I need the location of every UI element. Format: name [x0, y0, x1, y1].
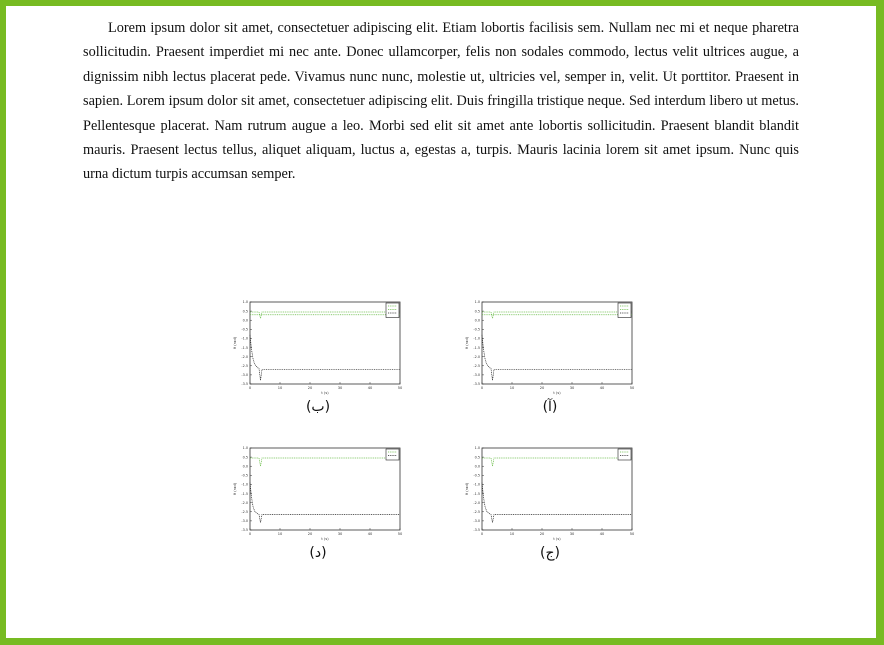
y-tick-label: 0.5	[242, 309, 248, 314]
x-axis-label: t (s)	[321, 537, 329, 541]
y-tick-label: -2.5	[241, 509, 248, 514]
x-tick-label: 20	[307, 532, 313, 536]
body-paragraph: Lorem ipsum dolor sit amet, consectetuer adipiscing elit. Etiam lobortis facilisis sem. Nullam nec mi et neque pharetra sollicitudin. Praesent imperdiet mi nec ante. Donec ullamcorper, felis non sodales commodo, lectus velit ultrices augue, a dignissim nibh lectus placerat pede. Vivamus nunc nunc, molestie ut, ultricies vel, semper in, velit. Ut porttitor. Praesent in sapien. Lorem ipsum dolor sit amet, consectetuer adipiscing elit. Duis fringilla tristique neque. Sed interdum libero ut metus. Pellentesque placerat. Nam rutrum augue a leo. Morbi sed elit sit amet ante lobortis sollicitudin. Praesent blandit blandit mauris. Praesent lectus tellus, aliquet aliquam, luctus a, egestas a, turpis. Mauris lacinia lorem sit amet ipsum. Nunc quis urna dictum turpis accumsan semper.	[83, 20, 799, 183]
x-tick-label: 50	[397, 386, 403, 390]
y-tick-label: -3.0	[241, 519, 248, 524]
x-tick-label: 20	[539, 532, 545, 536]
y-tick-label: -3.5	[241, 528, 248, 533]
plot-frame	[250, 448, 400, 530]
y-axis-label: θ (rad)	[233, 336, 237, 350]
chart-d	[228, 442, 408, 542]
x-tick-label: 40	[367, 386, 373, 390]
y-tick-label: -3.0	[473, 373, 480, 378]
y-tick-label: 0.0	[474, 318, 480, 323]
y-tick-label: -2.0	[473, 354, 480, 359]
y-axis-label: θ (rad)	[465, 482, 469, 496]
plot-frame	[250, 302, 400, 384]
x-tick-label: 30	[337, 386, 343, 390]
x-tick-label: 0	[480, 386, 484, 390]
x-tick-label: 10	[509, 532, 515, 536]
y-tick-label: -0.5	[241, 327, 248, 332]
caption-j: (ج)	[540, 545, 560, 561]
plot-frame	[482, 448, 632, 530]
caption-b: (ب)	[305, 399, 331, 415]
legend-box	[386, 303, 399, 318]
y-tick-label: -1.5	[241, 345, 248, 350]
y-tick-label: 0.0	[242, 464, 248, 469]
y-tick-label: -0.5	[241, 473, 248, 478]
x-tick-label: 0	[480, 532, 484, 536]
x-tick-label: 10	[277, 532, 283, 536]
figure-d	[228, 442, 408, 561]
x-axis-label: t (s)	[553, 391, 561, 395]
x-tick-label: 0	[248, 386, 252, 390]
y-tick-label: -1.5	[241, 491, 248, 496]
x-tick-label: 10	[509, 386, 515, 390]
y-tick-label: -1.5	[473, 491, 480, 496]
y-tick-label: -1.0	[473, 482, 480, 487]
plot-frame	[482, 302, 632, 384]
y-tick-label: -0.5	[473, 327, 480, 332]
x-tick-label: 30	[569, 386, 575, 390]
document-page	[6, 6, 876, 638]
x-tick-label: 20	[307, 386, 313, 390]
figure-j	[460, 442, 640, 561]
caption-a: (آ)	[542, 399, 558, 415]
chart-b	[228, 296, 408, 396]
y-tick-label: 0.5	[474, 309, 480, 314]
y-axis-label: θ (rad)	[465, 336, 469, 350]
y-tick-label: -1.5	[473, 345, 480, 350]
y-tick-label: -3.5	[473, 528, 480, 533]
y-tick-label: -3.0	[473, 519, 480, 524]
x-axis-label: t (s)	[553, 537, 561, 541]
x-tick-label: 10	[277, 386, 283, 390]
y-tick-label: -2.5	[473, 509, 480, 514]
y-tick-label: -3.5	[241, 382, 248, 387]
x-tick-label: 50	[629, 532, 635, 536]
y-tick-label: -2.0	[241, 500, 248, 505]
x-axis-label: t (s)	[321, 391, 329, 395]
y-tick-label: -1.0	[241, 482, 248, 487]
y-tick-label: 0.5	[474, 455, 480, 460]
y-tick-label: -2.0	[473, 500, 480, 505]
y-axis-label: θ (rad)	[233, 482, 237, 496]
x-tick-label: 40	[599, 532, 605, 536]
x-tick-label: 20	[539, 386, 545, 390]
y-tick-label: -1.0	[241, 336, 248, 341]
legend-box	[618, 449, 631, 460]
x-tick-label: 30	[337, 532, 343, 536]
y-tick-label: 1.0	[242, 446, 248, 451]
y-tick-label: -3.5	[473, 382, 480, 387]
caption-d: (د)	[309, 545, 327, 561]
y-tick-label: 1.0	[474, 300, 480, 305]
figure-a	[460, 296, 640, 415]
y-tick-label: -2.0	[241, 354, 248, 359]
x-tick-label: 0	[248, 532, 252, 536]
y-tick-label: -1.0	[473, 336, 480, 341]
y-tick-label: -2.5	[241, 363, 248, 368]
x-tick-label: 50	[397, 532, 403, 536]
legend-box	[386, 449, 399, 460]
y-tick-label: -3.0	[241, 373, 248, 378]
y-tick-label: 1.0	[474, 446, 480, 451]
y-tick-label: -2.5	[473, 363, 480, 368]
figure-b	[228, 296, 408, 415]
y-tick-label: -0.5	[473, 473, 480, 478]
y-tick-label: 0.5	[242, 455, 248, 460]
y-tick-label: 1.0	[242, 300, 248, 305]
x-tick-label: 30	[569, 532, 575, 536]
x-tick-label: 50	[629, 386, 635, 390]
y-tick-label: 0.0	[474, 464, 480, 469]
chart-j	[460, 442, 640, 542]
x-tick-label: 40	[599, 386, 605, 390]
legend-box	[618, 303, 631, 318]
y-tick-label: 0.0	[242, 318, 248, 323]
chart-a	[460, 296, 640, 396]
x-tick-label: 40	[367, 532, 373, 536]
